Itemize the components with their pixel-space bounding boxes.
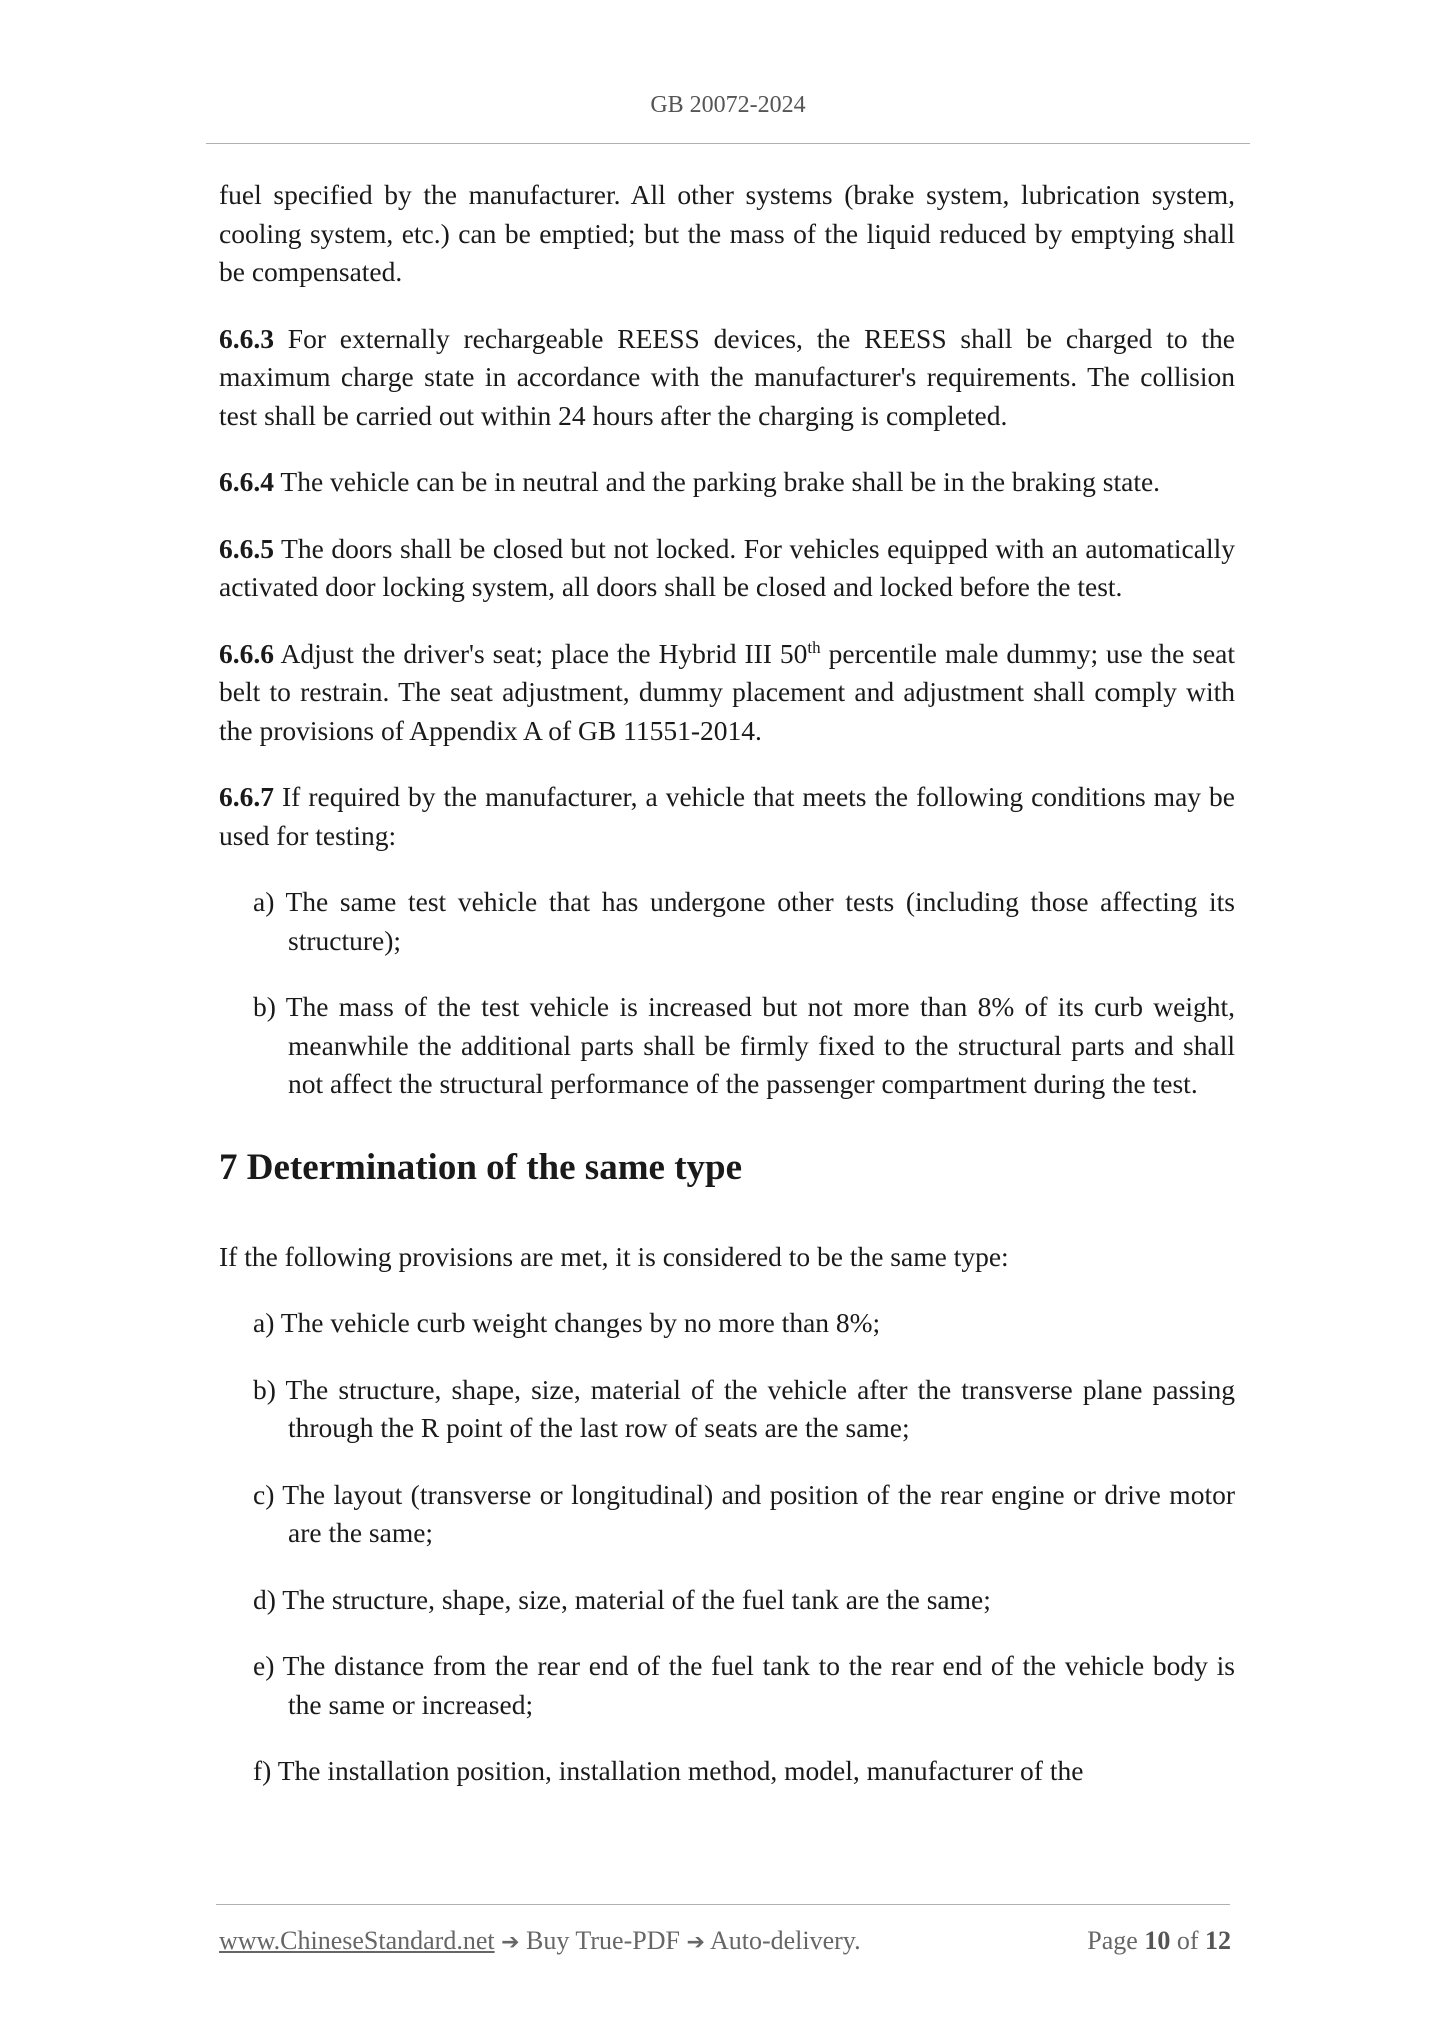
list-item: a) The vehicle curb weight changes by no more than 8%; — [253, 1307, 881, 1338]
clause-6-6-3 — [219, 320, 1235, 436]
clause-text: If required by the manufacturer, a vehicle that meets the following conditions may be used for testing: — [219, 781, 1235, 851]
clause-text: The doors shall be closed but not locked. For vehicles equipped with an automatically activated door locking system, all doors shall be closed and locked before the test. — [219, 532, 1235, 602]
clause-text: Adjust the driver's seat; place the Hybrid III 50 — [280, 637, 808, 669]
clause-number: 6.6.3 — [219, 322, 274, 354]
continued-paragraph: fuel specified by the manufacturer. All other systems (brake system, lubrication system, cooling system, etc.) can be emptied; but the mass of the liquid reduced by emptying shall be compensated. — [219, 179, 1235, 287]
list-item: b) The mass of the test vehicle is increased but not more than 8% of its curb weight, meanwhile the additional parts shall be firmly fixed to the structural parts and shall not affect the structural performance of the passenger compartment during the test. — [253, 991, 1235, 1099]
list-item: f) The installation position, installation method, model, manufacturer of the — [253, 1755, 1084, 1786]
section-intro: If the following provisions are met, it is considered to be the same type: — [219, 1240, 1009, 1272]
clause-6-6-7 — [219, 778, 1235, 855]
clause-6-6-6 — [219, 635, 1235, 751]
page-label: Page — [1087, 1926, 1138, 1955]
page-body — [219, 176, 1235, 1819]
page-total: 12 — [1205, 1926, 1231, 1955]
clause-6-6-4 — [219, 463, 1235, 502]
superscript-th: th — [807, 637, 821, 657]
clause-text: For externally rechargeable REESS devices, the REESS shall be charged to the maximum charge state in accordance with the manufacturer's requirements. The collision test shall be carried out within 24 hours after the charging is completed. — [219, 322, 1235, 431]
document-id: GB 20072-2024 — [650, 92, 806, 118]
header-divider — [206, 143, 1250, 144]
list-item: a) The same test vehicle that has undergone other tests (including those affecting its structure); — [253, 886, 1235, 956]
site-link[interactable]: www.ChineseStandard.net — [219, 1926, 495, 1955]
clause-6-6-5 — [219, 530, 1235, 607]
page-number: 10 — [1144, 1926, 1171, 1955]
footer-promo — [219, 1926, 861, 1956]
arrow-right-icon: ➔ — [686, 1930, 705, 1955]
arrow-right-icon: ➔ — [501, 1930, 520, 1955]
footer-divider — [216, 1904, 1230, 1905]
section-heading: 7 Determination of the same type — [219, 1146, 743, 1188]
document-header — [206, 92, 1250, 119]
buy-link: Buy True-PDF — [526, 1926, 680, 1955]
clause-number: 6.6.5 — [219, 532, 274, 564]
clause-text: The vehicle can be in neutral and the parking brake shall be in the braking state. — [280, 466, 1161, 497]
list-item: d) The structure, shape, size, material of the fuel tank are the same; — [253, 1583, 991, 1615]
delivery-text: Auto-delivery. — [709, 1926, 861, 1955]
page-indicator — [1087, 1926, 1231, 1956]
list-item: e) The distance from the rear end of the fuel tank to the rear end of the vehicle body is the same or increased; — [253, 1650, 1235, 1720]
clause-number: 6.6.6 — [219, 637, 274, 669]
of-label: of — [1176, 1926, 1199, 1955]
clause-text-continued: percentile male dummy; use the seat belt to restrain. The seat adjustment, dummy placement and adjustment shall comply with the provisions of Appendix A of GB 11551-2014. — [219, 637, 1236, 746]
clause-number: 6.6.7 — [219, 781, 274, 812]
list-item: c) The layout (transverse or longitudinal) and position of the rear engine or drive motor are the same; — [253, 1478, 1235, 1548]
list-item: b) The structure, shape, size, material of the vehicle after the transverse plane passing through the R point of the last row of seats are the same; — [253, 1373, 1235, 1443]
clause-number: 6.6.4 — [219, 466, 274, 497]
